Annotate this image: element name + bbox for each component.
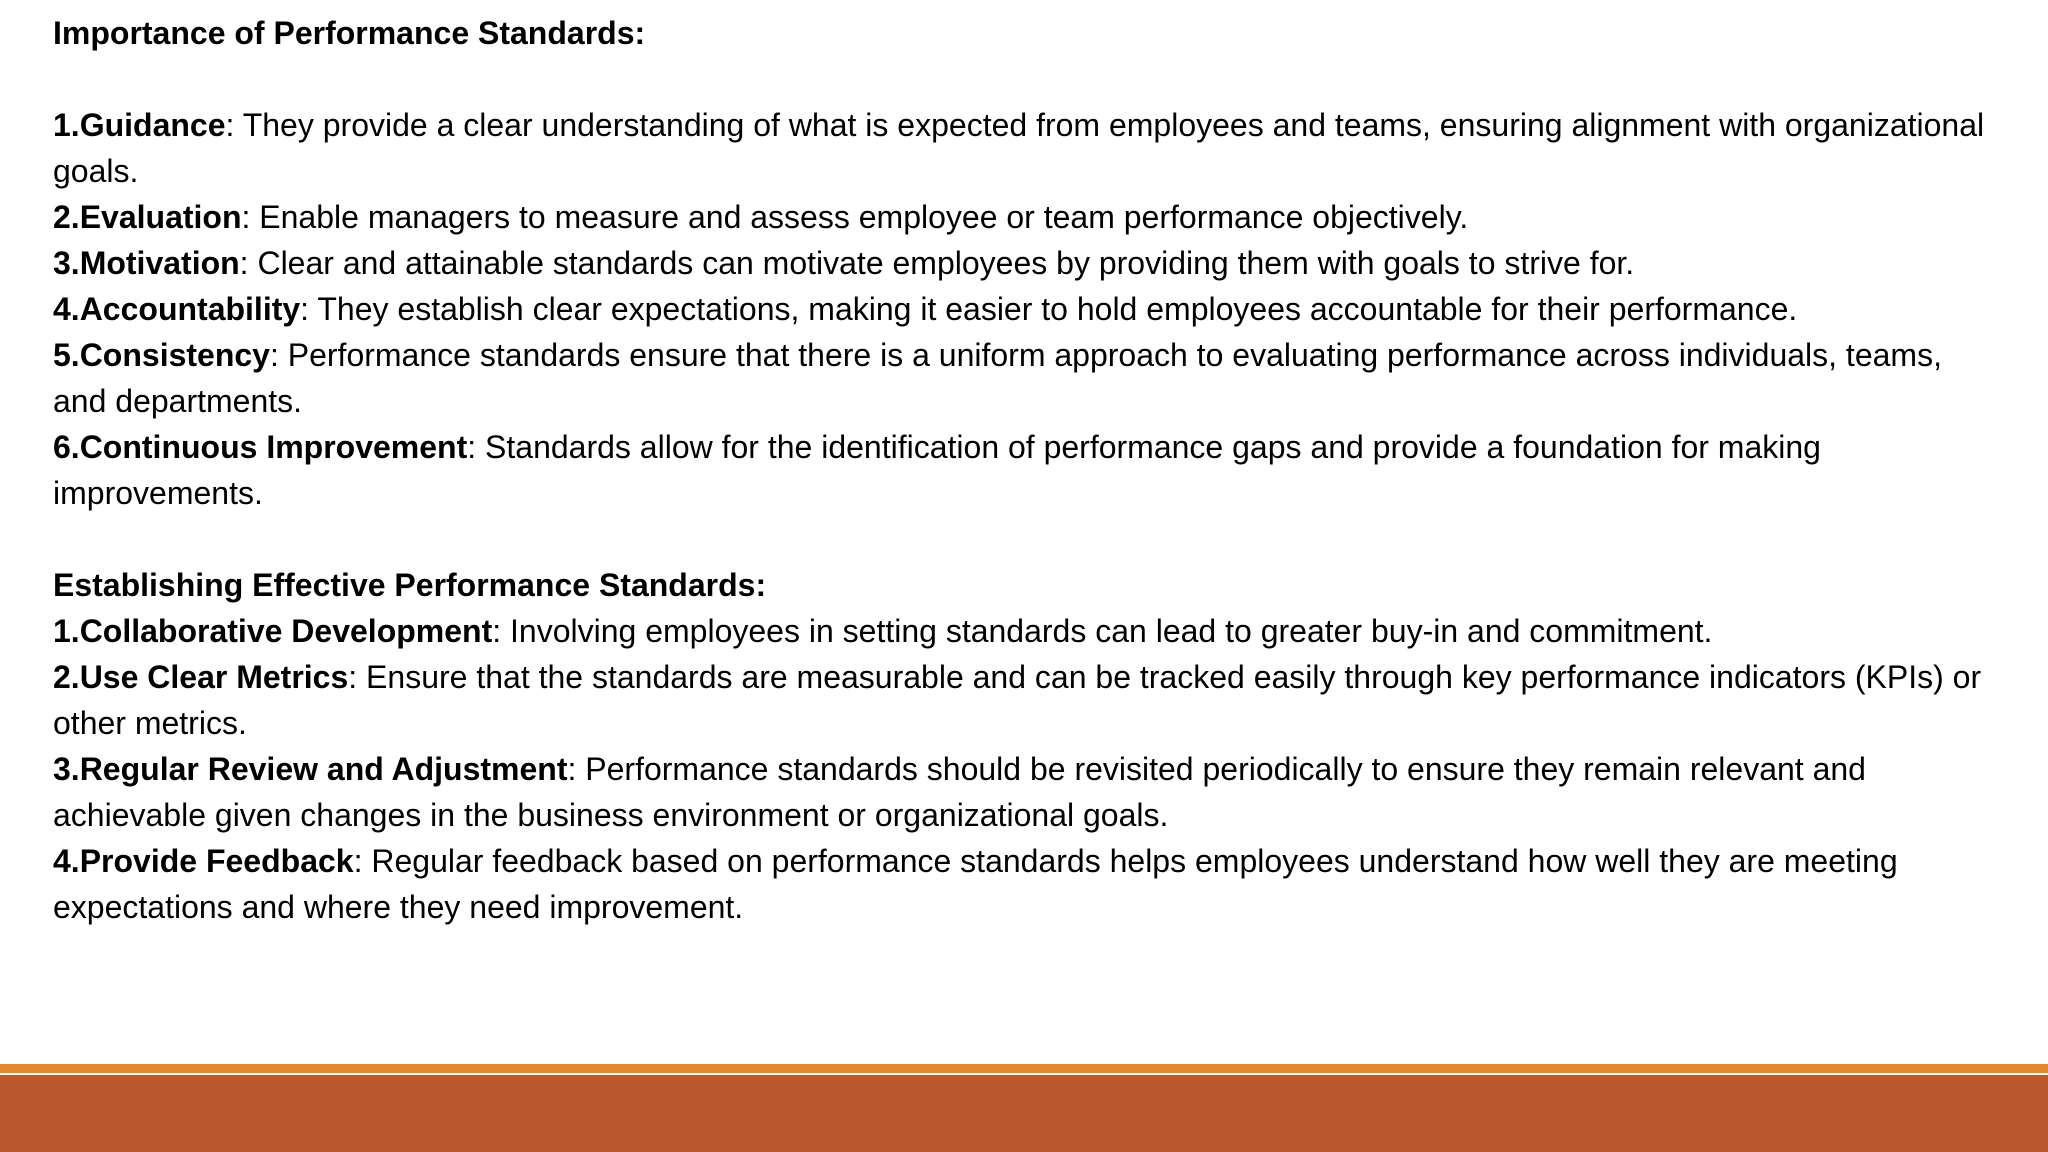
item-number: 1. <box>53 613 80 649</box>
list-item <box>53 194 1993 240</box>
item-text: : Clear and attainable standards can motivate employees by providing them with goals to strive for. <box>239 245 1635 281</box>
list-item <box>53 102 1993 194</box>
item-number: 5. <box>53 337 80 373</box>
item-text: : Performance standards ensure that there is a uniform approach to evaluating performance across individuals, teams, and departments. <box>53 337 1942 419</box>
establishing-list <box>53 608 1993 930</box>
item-term: Accountability <box>79 291 301 327</box>
list-item <box>53 286 1993 332</box>
item-number: 2. <box>53 659 80 695</box>
item-text: : Involving employees in setting standards can lead to greater buy-in and commitment. <box>492 613 1713 649</box>
item-number: 4. <box>53 291 80 327</box>
item-term: Evaluation <box>79 199 242 235</box>
item-term: Provide Feedback <box>79 843 354 879</box>
item-term: Guidance <box>79 107 226 143</box>
spacer <box>53 56 1993 102</box>
section-heading-establishing: Establishing Effective Performance Standards: <box>53 567 767 603</box>
item-term: Use Clear Metrics <box>79 659 349 695</box>
item-text: : They establish clear expectations, making it easier to hold employees accountable for their performance. <box>300 291 1798 327</box>
item-text: : Performance standards should be revisited periodically to ensure they remain relevant and achievable given changes in the business environment or organizational goals. <box>53 751 1866 833</box>
item-text: : Enable managers to measure and assess employee or team performance objectively. <box>241 199 1469 235</box>
spacer <box>53 516 1993 562</box>
item-text: : Ensure that the standards are measurable and can be tracked easily through key performance indicators (KPIs) or other metrics. <box>53 659 1982 741</box>
list-item <box>53 332 1993 424</box>
list-item <box>53 424 1993 516</box>
item-term: Regular Review and Adjustment <box>79 751 568 787</box>
list-item <box>53 240 1993 286</box>
footer-bar <box>0 1075 2048 1152</box>
item-number: 4. <box>53 843 80 879</box>
section-heading-importance: Importance of Performance Standards: <box>53 15 646 51</box>
item-number: 6. <box>53 429 80 465</box>
item-text: : Regular feedback based on performance standards helps employees understand how well they are meeting expectations and where they need improvement. <box>53 843 1898 925</box>
list-item <box>53 608 1993 654</box>
item-number: 3. <box>53 245 80 281</box>
item-text: : They provide a clear understanding of what is expected from employees and teams, ensuring alignment with organizational goals. <box>53 107 1985 189</box>
item-text: : Standards allow for the identification of performance gaps and provide a foundation for making improvements. <box>53 429 1821 511</box>
item-term: Consistency <box>79 337 270 373</box>
item-term: Collaborative Development <box>79 613 493 649</box>
list-item <box>53 654 1993 746</box>
list-item <box>53 838 1993 930</box>
item-number: 1. <box>53 107 80 143</box>
item-term: Continuous Improvement <box>79 429 468 465</box>
item-number: 2. <box>53 199 80 235</box>
footer-accent-line <box>0 1064 2048 1073</box>
importance-list <box>53 102 1993 516</box>
item-number: 3. <box>53 751 80 787</box>
list-item <box>53 746 1993 838</box>
item-term: Motivation <box>79 245 240 281</box>
slide-body <box>53 10 1993 930</box>
